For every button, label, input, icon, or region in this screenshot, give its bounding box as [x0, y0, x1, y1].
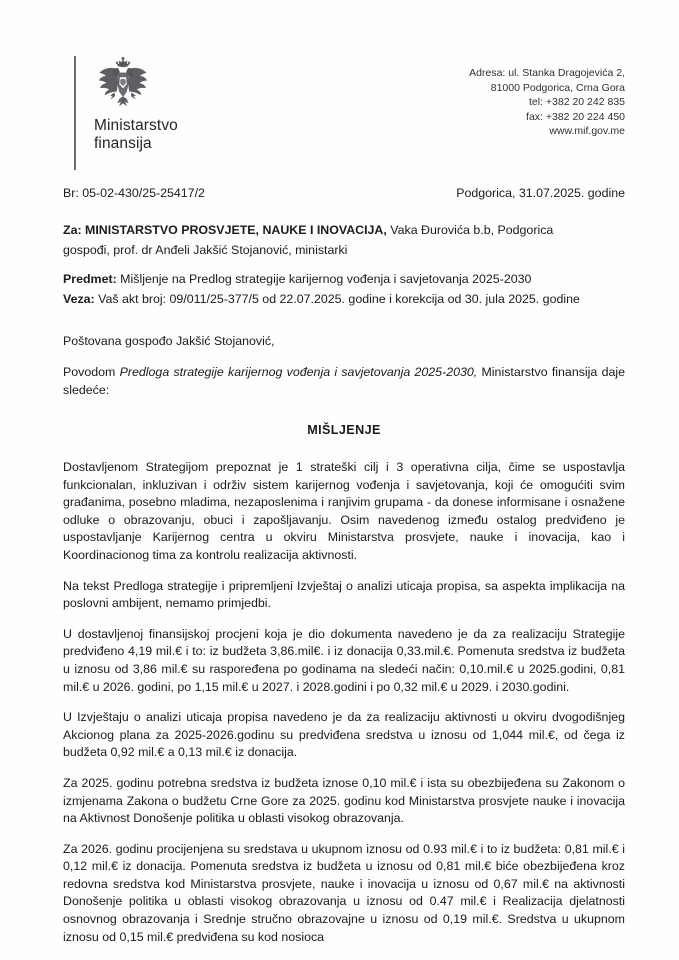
veza-label: Veza:: [63, 292, 95, 306]
ministry-name-line2: finansija: [94, 135, 152, 152]
subject-veza: [63, 289, 625, 309]
section-heading-misljenje: MIŠLJENJE: [307, 423, 381, 437]
address-street: Adresa: ul. Stanka Dragojevića 2,: [469, 67, 625, 79]
subject-predmet: [63, 269, 625, 289]
ministry-name: [94, 117, 178, 153]
place-and-date: Podgorica, 31.07.2025. godine: [456, 186, 625, 200]
body-paragraph-3: U dostavljenoj finansijskoj procjeni koja je dio dokumenta navedeno je da za realizaciju Strategije predviđeno 4,19 mil.€ i to: iz budžeta 3,86.mil€. i iz donacija 0,33.mil.€. Pomenuta sredstva iz budžeta u iznosu od 3,86 mil.€ su raspoređena po godinama na sledeći način: 0,10.mil.€ u 2025.godini, 0,81 mil.€ u 2026. godini, po 1,15 mil.€ u 2027. i 2028.godini i po 0,32 mil.€ u 2029. i 2030.godini.: [63, 626, 625, 694]
body-paragraph-1: Dostavljenom Strategijom prepoznat je 1 strateški cilj i 3 operativna cilja, čime se uspostavlja funkcionalan, inkluzivan i održiv sistem karijernog vođenja i savjetovanja, koji će omogućiti svim građanima, posebno mladima, nezaposlenima i ranjivim grupama - da donese informisane i osnažene odluke o obrazovanju, obuci i zapošljavanju. Osim navedenog između ostalog predviđeno je uspostavljanje Karijernog centra u okviru Ministarstva prosvjete, nauke i inovacija, kao i Koordinacionog tima za kontrolu realizacija aktivnosti.: [63, 460, 625, 562]
addressee-prefix: Za:: [63, 223, 82, 237]
body-paragraph-4: U Izvještaju o analizi uticaja propisa navedeno je da za realizaciju aktivnosti u okviru dvogodišnjeg Akcionog plana za 2025-2026.godinu su predviđena sredstva u iznosu od 1,044 mil.€, od čega iz budžeta 0,92 mil.€ a 0,13 mil.€ iz donacija.: [63, 710, 625, 760]
document-meta-row: [63, 186, 625, 200]
letterhead: [0, 0, 679, 175]
intro-paragraph: [63, 364, 625, 399]
logo-divider-rule: [74, 56, 76, 170]
addressee-person: gospođi, prof. dr Anđeli Jakšić Stojanović, ministarki: [63, 243, 348, 257]
address-website: www.mif.gov.me: [549, 125, 625, 138]
intro-italic-title: Predloga strategije karijernog vođenja i savjetovanja 2025-2030,: [119, 365, 478, 379]
intro-after: Ministarstvo finansija daje sledeće:: [63, 365, 625, 397]
salutation: Poštovana gospođo Jakšić Stojanović,: [63, 334, 275, 348]
montenegro-coat-of-arms-icon: [94, 56, 152, 114]
ministry-logo-block: [74, 56, 178, 170]
predmet-text: Mišljenje na Predlog strategije karijernog vođenja i savjetovanja 2025-2030: [120, 272, 532, 286]
address-city: 81000 Podgorica, Crna Gora: [490, 81, 625, 94]
addressee-organization: MINISTARSTVO PROSVJETE, NAUKE I INOVACIJA,: [85, 223, 387, 237]
addressee-block: [63, 220, 625, 260]
predmet-label: Predmet:: [63, 272, 117, 286]
body-paragraph-6: Za 2026. godinu procijenjena su sredstava u ukupnom iznosu od 0.93 mil.€ i to iz budžeta: 0,81 mil.€ i 0,12 mil.€ iz donacija. Pomenuta sredstva iz budžeta u iznosu od 0,81 mil.€ biće obezbijeđena kroz redovna sredstva kod Ministarstva prosvjete, nauke i inovacija u iznosu od 0,67 mil.€ na aktivnosti Donošenje politika u oblasti visokog obrazovanja u iznosu od 0.47 mil.€ i Realizacija djelatnosti osnovnog obrazovanja i Srednje stručno obrazovajne u iznosu od 0,19 mil.€. Sredstva u ukupnom iznosu od 0,15 mil.€ predviđena su kod nosioca: [63, 841, 625, 944]
body-paragraph-5: Za 2025. godinu potrebna sredstva iz budžeta iznose 0,10 mil.€ i ista su obezbijeđena su Zakonom o izmjenama Zakona o budžetu Crne Gore za 2025. godinu kod Ministarstva prosvjete nauke i inovacija na Aktivnost Donošenje politika u oblasti visokog obrazovanja.: [63, 775, 625, 826]
intro-before: Povodom: [63, 365, 120, 379]
address-fax: fax: +382 20 224 450: [526, 110, 625, 123]
addressee-address: Vaka Đurovića b.b, Podgorica: [390, 223, 554, 237]
ministry-name-line1: Ministarstvo: [94, 117, 178, 134]
body-paragraph-2: Na tekst Predloga strategije i pripremljeni Izvještaj o analizi uticaja propisa, sa aspekta implikacija na poslovni ambijent, nemamo primjedbi.: [63, 578, 625, 611]
address-tel: tel: +382 20 242 835: [528, 96, 625, 109]
contact-address-block: [469, 66, 625, 139]
letter-body: [63, 220, 625, 946]
reference-number: Br: 05-02-430/25-25417/2: [63, 186, 205, 200]
veza-text: Vaš akt broj: 09/011/25-377/5 od 22.07.2025. godine i korekcija od 30. jula 2025. godine: [98, 292, 580, 306]
